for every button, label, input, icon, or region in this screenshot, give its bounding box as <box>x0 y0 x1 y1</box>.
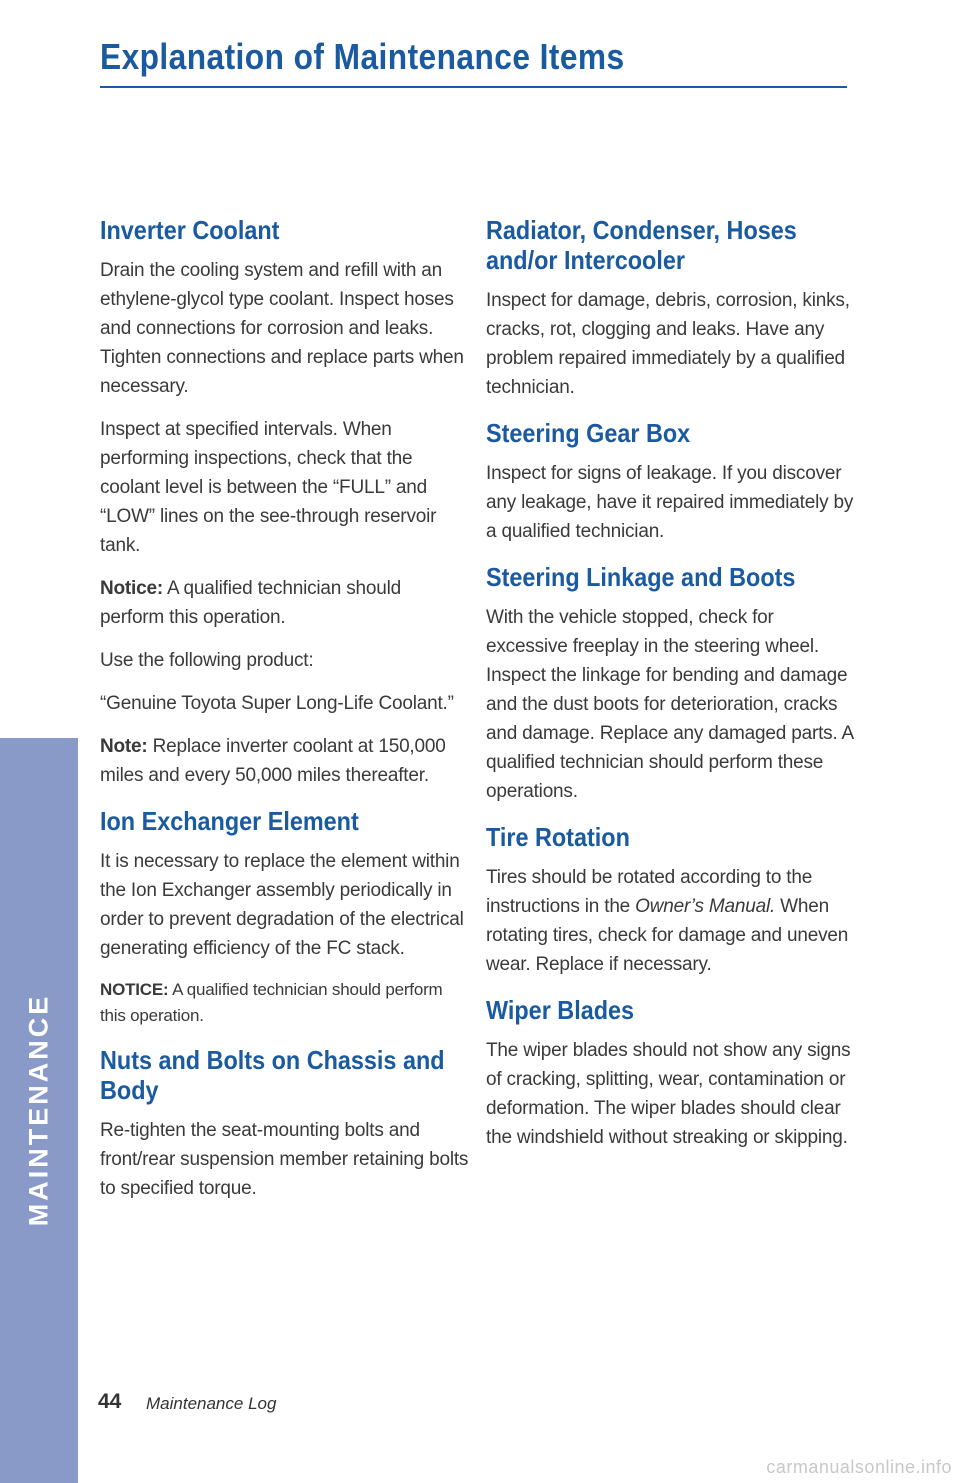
section-heading: Steering Gear Box <box>486 418 691 448</box>
section-heading: Inverter Coolant <box>100 215 280 245</box>
paragraph: Re-tighten the seat-mounting bolts and front/rear suspension member retaining bolts to specified torque. <box>100 1120 469 1199</box>
section-heading: Steering Linkage and Boots <box>486 562 796 592</box>
section-wiper-blades <box>486 995 856 1152</box>
paragraph: Tires should be rotated according to the instructions in the Owner’s Manual. When rotating tires, check for damage and uneven wear. Replace if necessary. <box>486 867 849 975</box>
page-number: 44 <box>98 1390 122 1413</box>
section-radiator <box>486 215 856 402</box>
section-heading: Wiper Blades <box>486 995 635 1025</box>
side-tab-label: MAINTENANCE <box>23 993 54 1227</box>
paragraph: With the vehicle stopped, check for excessive freeplay in the steering wheel. Inspect the linkage for bending and damage and the dust boots for deterioration, cracks and damage. Replace any damaged parts. A qualified technician should perform these operations. <box>486 607 853 802</box>
section-steering-gear-box <box>486 418 856 546</box>
watermark: carmanualsonline.info <box>766 1457 952 1477</box>
paragraph: Use the following product: <box>100 650 314 671</box>
note-paragraph: Note: Replace inverter coolant at 150,000 miles and every 50,000 miles thereafter. <box>100 736 446 786</box>
paragraph: Inspect for signs of leakage. If you discover any leakage, have it repaired immediately by a qualified technician. <box>486 463 854 542</box>
section-steering-linkage <box>486 562 856 806</box>
section-nuts-bolts <box>100 1045 470 1203</box>
section-inverter-coolant <box>100 215 470 790</box>
paragraph: It is necessary to replace the element within the Ion Exchanger assembly periodically in order to prevent degradation of the electrical generating efficiency of the FC stack. <box>100 851 464 959</box>
footer-label: Maintenance Log <box>146 1394 277 1413</box>
notice-paragraph: Notice: A qualified technician should perform this operation. <box>100 578 402 628</box>
paragraph: Inspect at specified intervals. When performing inspections, check that the coolant level is between the “FULL” and “LOW” lines on the see-through reservoir tank. <box>100 419 437 556</box>
left-column <box>100 215 470 1219</box>
section-heading: Radiator, Condenser, Hoses and/or Intercooler <box>486 215 797 275</box>
paragraph: Inspect for damage, debris, corrosion, kinks, cracks, rot, clogging and leaks. Have any problem repaired immediately by a qualified technician. <box>486 290 850 398</box>
paragraph: The wiper blades should not show any signs of cracking, splitting, wear, contamination or deformation. The wiper blades should clear the windshield without streaking or skipping. <box>486 1040 851 1148</box>
notice-paragraph: NOTICE: A qualified technician should perform this operation. <box>100 980 443 1025</box>
section-heading: Ion Exchanger Element <box>100 806 359 836</box>
section-heading: Nuts and Bolts on Chassis and Body <box>100 1045 445 1105</box>
section-ion-exchanger <box>100 806 470 1029</box>
paragraph: Drain the cooling system and refill with an ethylene-glycol type coolant. Inspect hoses and connections for corrosion and leaks. Tighten connections and replace parts when necessary. <box>100 260 464 397</box>
manual-reference: Owner’s Manual. <box>635 896 776 917</box>
title-rule <box>100 86 847 88</box>
right-column <box>486 215 856 1168</box>
section-heading: Tire Rotation <box>486 822 630 852</box>
paragraph: “Genuine Toyota Super Long-Life Coolant.” <box>100 693 454 714</box>
page-title: Explanation of Maintenance Items <box>100 36 625 77</box>
section-tire-rotation <box>486 822 856 979</box>
